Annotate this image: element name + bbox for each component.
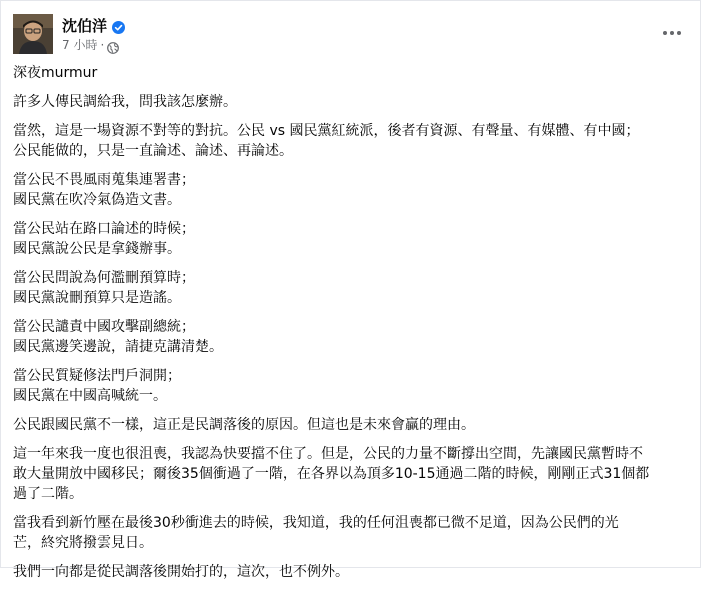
post-text-line: 當公民質疑修法門戶洞開； — [13, 368, 181, 384]
more-options-button[interactable] — [654, 15, 690, 51]
post-text-line: 這一年來我一度也很沮喪，我認為快要擋不住了。但是，公民的力量不斷撐出空間，先讓國民黨暫時不 — [13, 446, 643, 462]
globe-icon[interactable] — [107, 39, 119, 51]
post-text-line: 當公民譴責中國攻擊副總統； — [13, 319, 195, 335]
post-text-line: 國民黨邊笑邊說，請捷克講清楚。 — [13, 339, 223, 355]
post-text-line: 公民能做的，只是一直論述、論述、再論述。 — [13, 143, 293, 159]
post-text-line: 當公民問說為何濫刪預算時； — [13, 270, 195, 286]
avatar[interactable] — [13, 14, 53, 54]
post-text-line: 當公民站在路口論述的時候； — [13, 221, 195, 237]
post-paragraph — [13, 562, 693, 582]
post-paragraph — [13, 92, 693, 112]
post-paragraph — [13, 317, 693, 357]
post-text-line: 過了二階。 — [13, 486, 83, 502]
post-text-line: 深夜murmur — [13, 65, 98, 81]
post-meta — [62, 15, 125, 53]
more-horizontal-icon — [662, 30, 682, 36]
post-paragraph — [13, 366, 693, 406]
post-text-line: 國民黨在中國高喊統一。 — [13, 388, 167, 404]
post-body — [13, 63, 693, 591]
separator-dot: · — [100, 37, 105, 52]
post-text-line: 公民跟國民黨不一樣，這正是民調落後的原因。但這也是未來會贏的理由。 — [13, 417, 475, 433]
post-header — [13, 12, 125, 56]
post-text-line: 國民黨在吹冷氣偽造文書。 — [13, 192, 181, 208]
post-paragraph — [13, 268, 693, 308]
post-paragraph — [13, 444, 693, 504]
avatar-image — [13, 14, 53, 54]
post-paragraph — [13, 63, 693, 83]
post-text-line: 國民黨說公民是拿錢辦事。 — [13, 241, 181, 257]
post-paragraph — [13, 513, 693, 553]
post-subline — [62, 36, 125, 53]
post-text-line: 當我看到新竹壓在最後30秒衝進去的時候，我知道，我的任何沮喪都已微不足道，因為公民們的光 — [13, 515, 619, 531]
post-paragraph — [13, 170, 693, 210]
post-paragraph — [13, 219, 693, 259]
post-text-line: 國民黨說刪預算只是造謠。 — [13, 290, 181, 306]
post-text-line: 許多人傳民調給我，問我該怎麼辦。 — [13, 94, 237, 110]
post-text-line: 我們一向都是從民調落後開始打的，這次，也不例外。 — [13, 564, 349, 580]
post-text-line: 當然，這是一場資源不對等的對抗。公民 vs 國民黨紅統派，後者有資源、有聲量、有媒體、有中國； — [13, 123, 640, 139]
post-paragraph — [13, 415, 693, 435]
post-paragraph — [13, 121, 693, 161]
author-row — [62, 15, 125, 35]
post-text-line: 當公民不畏風雨蒐集連署書； — [13, 172, 195, 188]
verified-badge-icon — [112, 19, 125, 32]
post-timestamp[interactable]: 7 小時 — [62, 38, 98, 52]
author-name[interactable]: 沈伯洋 — [62, 16, 108, 35]
post-text-line: 芒，終究將撥雲見日。 — [13, 535, 153, 551]
post-text-line: 敢大量開放中國移民；爾後35個衝過了一階，在各界以為頂多10-15通過二階的時候，剛剛正式31個都 — [13, 466, 650, 482]
